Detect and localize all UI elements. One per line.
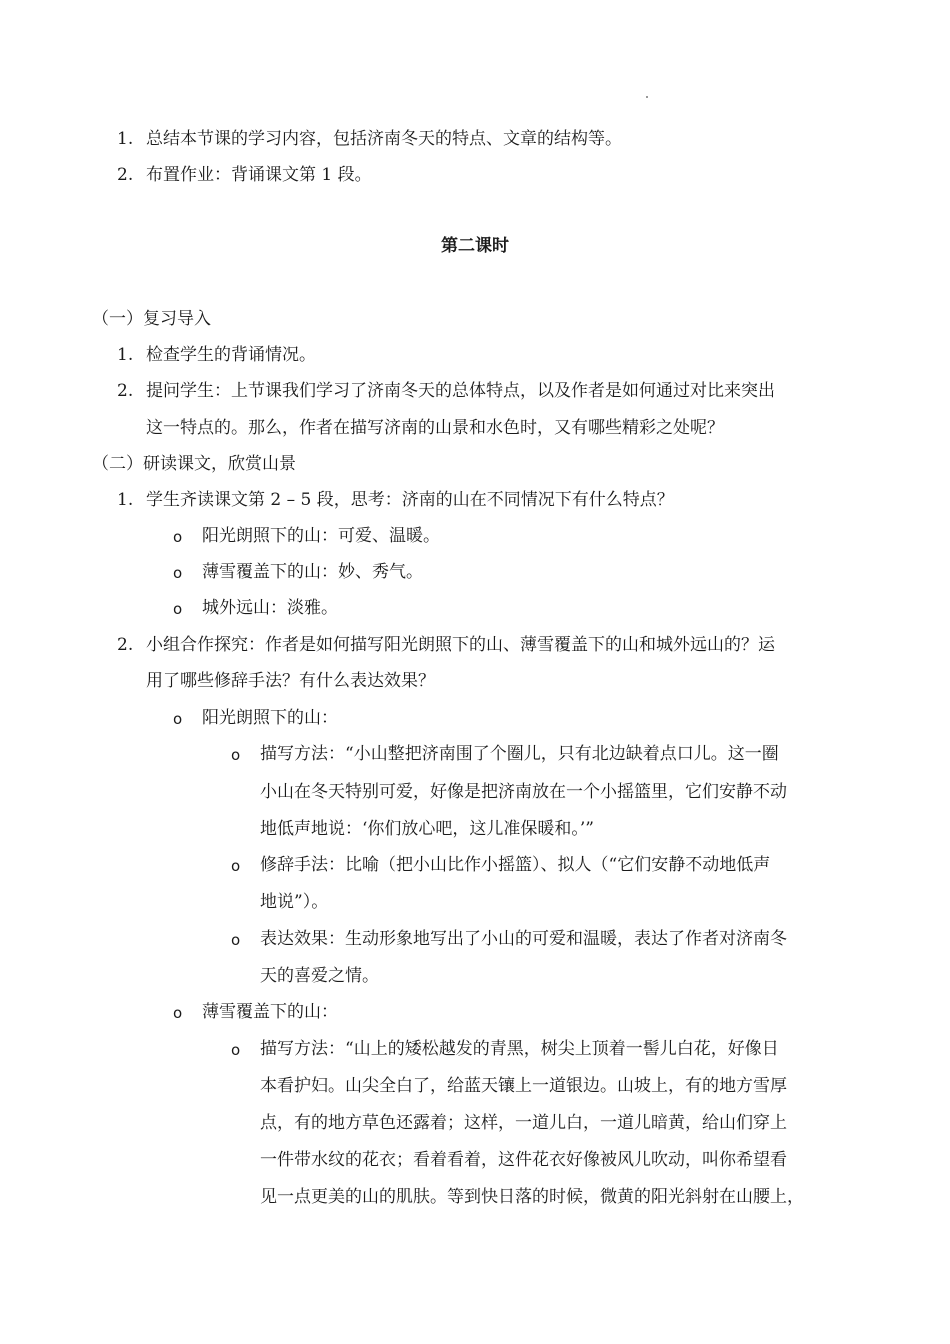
bullet-marker: o <box>231 857 241 875</box>
part2-num-1: 1. <box>117 490 134 510</box>
bullet-marker: o <box>231 746 241 764</box>
summary-item-2: 布置作业：背诵课文第 1 段。 <box>146 165 372 185</box>
bullet-marker: o <box>173 564 183 582</box>
bullet-item-3: 城外远山：淡雅。 <box>202 598 338 618</box>
sub1-label: 阳光朗照下的山： <box>202 708 338 728</box>
sub1-point-1-line-3: 地低声地说：‘你们放心吧，这儿准保暖和。’” <box>260 819 594 839</box>
part1-heading: （一）复习导入 <box>92 309 211 329</box>
bullet-item-1: 阳光朗照下的山：可爱、温暖。 <box>202 526 440 546</box>
bullet-marker: o <box>173 1004 183 1022</box>
bullet-item-2: 薄雪覆盖下的山：妙、秀气。 <box>202 562 423 582</box>
part2-item-2-line-2: 用了哪些修辞手法？有什么表达效果？ <box>146 671 435 691</box>
part2-heading: （二）研读课文，欣赏山景 <box>92 454 296 474</box>
part2-item-1: 学生齐读课文第 2 – 5 段，思考：济南的山在不同情况下有什么特点？ <box>146 490 674 510</box>
summary-num-2: 2. <box>117 165 134 185</box>
part1-item-2-line-2: 这一特点的。那么，作者在描写济南的山景和水色时，又有哪些精彩之处呢？ <box>146 418 724 438</box>
sub1-point-1-line-1: 描写方法：“小山整把济南围了个圈儿，只有北边缺着点口儿。这一圈 <box>260 744 779 764</box>
sub2-point-1-line-4: 一件带水纹的花衣；看着看着，这件花衣好像被风儿吹动，叫你希望看 <box>260 1150 787 1170</box>
bullet-marker: o <box>173 710 183 728</box>
part1-item-2-line-1: 提问学生：上节课我们学习了济南冬天的总体特点，以及作者是如何通过对比来突出 <box>146 381 775 401</box>
bullet-marker: o <box>173 600 183 618</box>
sub2-point-1-line-1: 描写方法：“山上的矮松越发的青黑，树尖上顶着一髻儿白花，好像日 <box>260 1039 779 1059</box>
sub1-point-3-line-1: 表达效果：生动形象地写出了小山的可爱和温暖，表达了作者对济南冬 <box>260 929 787 949</box>
sub2-point-1-line-3: 点，有的地方草色还露着；这样，一道儿白，一道儿暗黄，给山们穿上 <box>260 1113 787 1133</box>
part2-item-2-line-1: 小组合作探究：作者是如何描写阳光朗照下的山、薄雪覆盖下的山和城外远山的？运 <box>146 635 775 655</box>
summary-num-1: 1. <box>117 129 134 149</box>
summary-item-1: 总结本节课的学习内容，包括济南冬天的特点、文章的结构等。 <box>146 129 622 149</box>
part2-num-2: 2. <box>117 635 134 655</box>
lesson-title: 第二课时 <box>441 236 509 256</box>
part1-num-2: 2. <box>117 381 134 401</box>
bullet-marker: o <box>231 931 241 949</box>
sub1-point-2-line-1: 修辞手法：比喻（把小山比作小摇篮）、拟人（“它们安静不动地低声 <box>260 855 771 875</box>
bullet-marker: o <box>231 1041 241 1059</box>
part1-num-1: 1. <box>117 345 134 365</box>
sub2-label: 薄雪覆盖下的山： <box>202 1002 338 1022</box>
part1-item-1: 检查学生的背诵情况。 <box>146 345 316 365</box>
sub1-point-2-line-2: 地说”）。 <box>260 892 329 912</box>
sub1-point-3-line-2: 天的喜爱之情。 <box>260 966 379 986</box>
scan-dot <box>646 96 648 98</box>
sub1-point-1-line-2: 小山在冬天特别可爱，好像是把济南放在一个小摇篮里，它们安静不动 <box>260 782 787 802</box>
sub2-point-1-line-5: 见一点更美的山的肌肤。等到快日落的时候，微黄的阳光斜射在山腰上， <box>260 1187 804 1207</box>
sub2-point-1-line-2: 本看护妇。山尖全白了，给蓝天镶上一道银边。山坡上，有的地方雪厚 <box>260 1076 787 1096</box>
bullet-marker: o <box>173 528 183 546</box>
